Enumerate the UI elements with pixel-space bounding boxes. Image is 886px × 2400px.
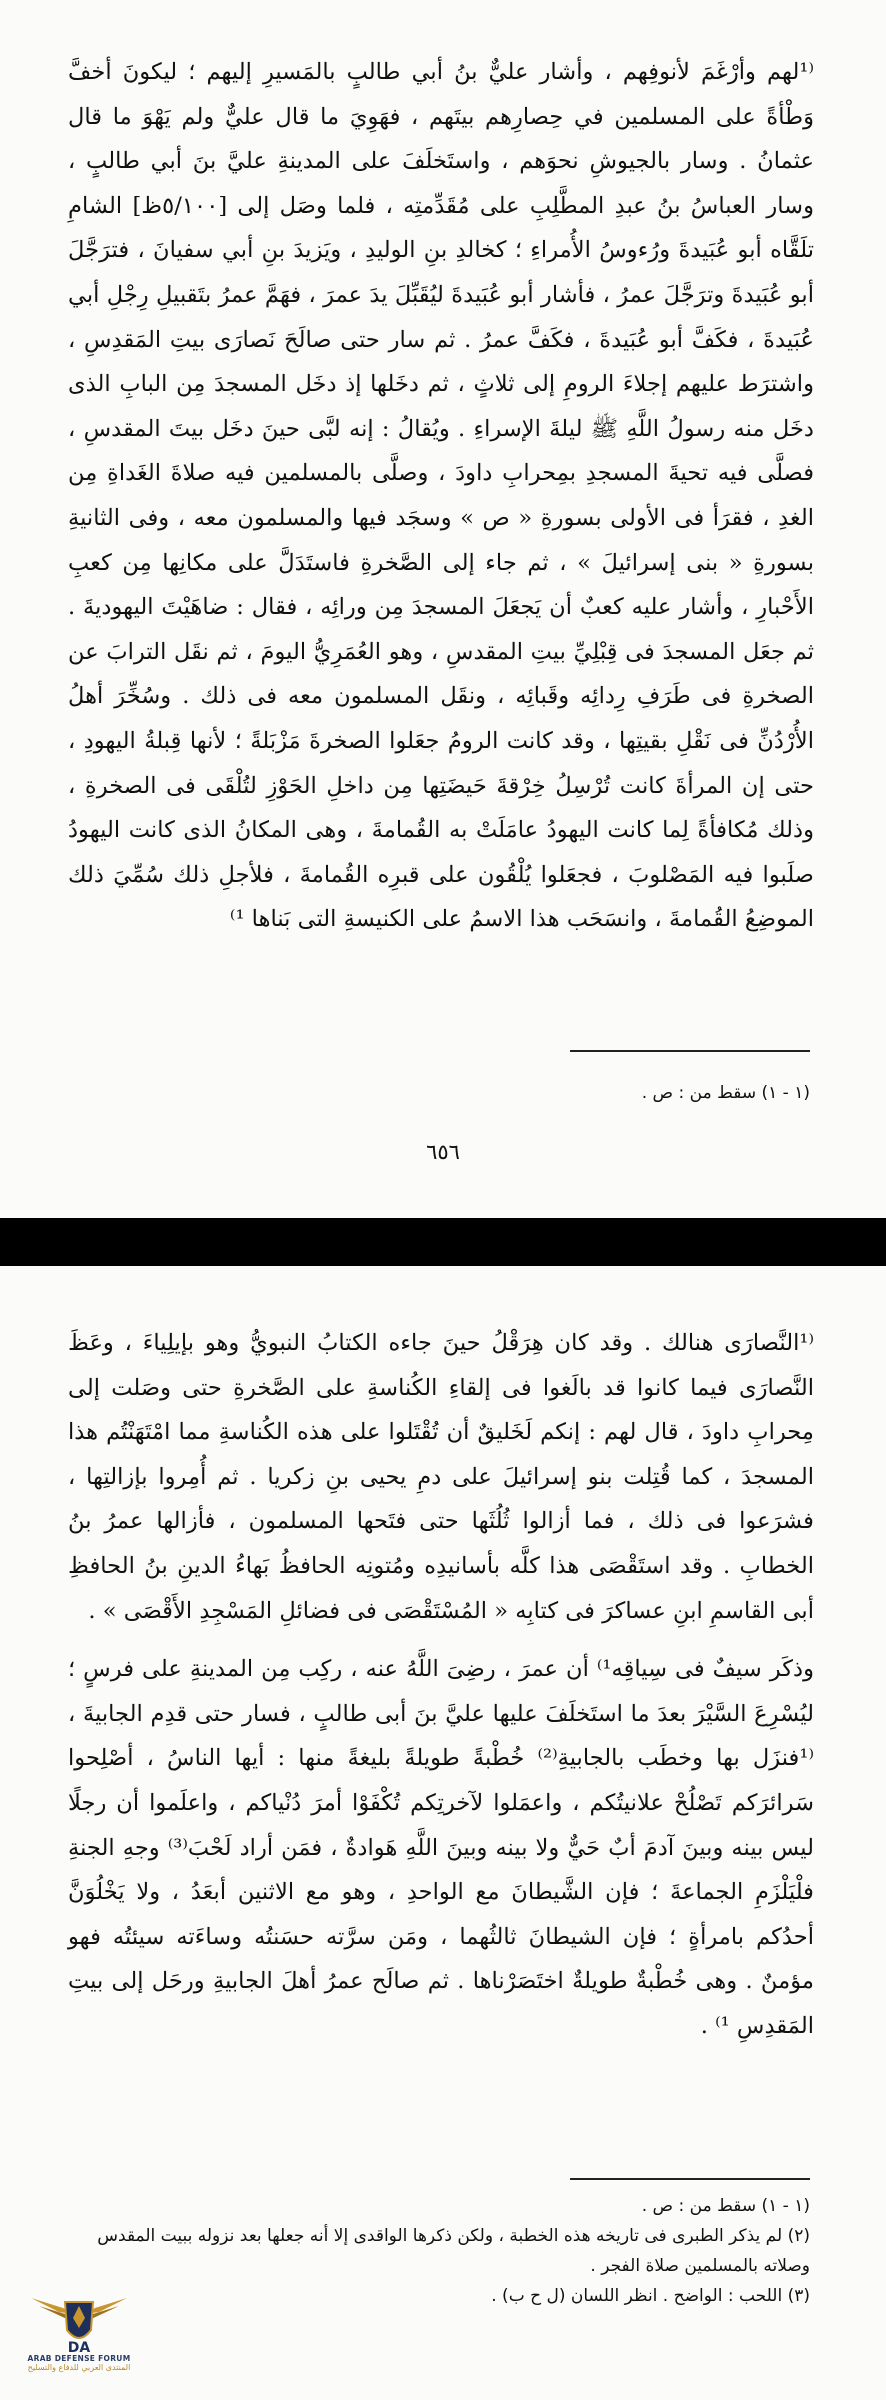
document-page-2	[0, 1266, 886, 2400]
page-2-body	[68, 1321, 814, 2049]
svg-text:DA: DA	[67, 2340, 91, 2356]
page-2-paragraph: وذكَر سيفٌ فى سِياقِه¹⁾ أن عمرَ ، رضِىَ اللَّهُ عنه ، ركِب مِن المدينةِ على فرسٍ ؛ ليُسْرِعَ السَّيْرَ بعدَ ما استَخلَفَ عليها عليَّ بنَ أبى طالبٍ ، فسار حتى قدِم الجابيةَ ، ⁽¹فنزَل بها وخطَب بالجابيةِ⁽²⁾ خُطْبةً طويلةً بليغةً منها : أيها الناسُ ، أصْلِحوا سَرائرَكم تَصْلُحْ علانيتُكم ، واعمَلوا لآخرتِكم تُكْفَوْا أمرَ دُنْياكم ، واعلَموا أن رجلًا ليس بينه وبينَ آدمَ أبٌ حَيٌّ ولا بينه وبينَ اللَّهِ هَوادةٌ ، فمَن أراد لَحْبَ⁽³⁾ وجهِ الجنةِ فلْيَلْزَمِ الجماعةَ ؛ فإن الشَّيطانَ مع الواحدِ ، وهو مع الاثنين أبعَدُ ، ولا يَخْلُوَنَّ أحدُكم بامرأةٍ ؛ فإن الشيطانَ ثالثُهما ، ومَن سرَّته حسَنتُه وساءَته سيئتُه فهو مؤمنٌ . وهى خُطْبةٌ طويلةٌ اختَصَرْناها . ثم صالَح عمرُ أهلَ الجابيةِ ورحَل إلى بيتِ المَقدِسِ ¹⁾ .	[68, 1656, 815, 2039]
footnote-divider	[570, 1050, 810, 1052]
page-number: ٦٥٦	[426, 1140, 460, 1164]
page-1-body	[68, 50, 814, 942]
footnote: (٢) لم يذكر الطبرى فى تاريخه هذه الخطبة ، ولكن ذكرها الواقدى إلا أنه جعلها بعد نزوله ببيت المقدس وصلاته بالمسلمين صلاة الفجر .	[97, 2226, 810, 2276]
footnote: (٣) اللحب : الواضح . انظر اللسان (ل ح ب) .	[491, 2286, 810, 2306]
forum-logo-label: ARAB DEFENSE FORUM	[27, 2354, 131, 2363]
page-2-footnotes	[68, 2191, 810, 2311]
page-1-footnotes	[68, 1078, 810, 1108]
footnote: (١ - ١) سقط من : ص .	[641, 1083, 810, 1103]
forum-logo	[14, 2284, 144, 2394]
footnote: (١ - ١) سقط من : ص .	[641, 2196, 810, 2216]
page-2-paragraph: ⁽¹النَّصارَى هنالك . وقد كان هِرَقْلُ حينَ جاءه الكتابُ النبويُّ وهو بإيلِياءَ ، وعَظَ النَّصارَى فيما كانوا قد بالَغوا فى إلقاءِ الكُناسةِ على الصَّخرةِ حتى وصَلت إلى مِحرابِ داودَ ، قال لهم : إنكم لَخَليقٌ أن تُقْتَلوا على هذه الكُناسةِ مما امْتَهَنْتُم هذا المسجدَ ، كما قُتِلت بنو إسرائيلَ على دمِ يحيى بنِ زكريا . ثم أُمِروا بإزالتِها ، فشرَعوا فى ذلك ، فما أزالوا ثُلُثَها حتى فتَحها المسلمون ، فأزالها عمرُ بنُ الخطابِ . وقد استَقْصَى هذا كلَّه بأسانيدِه ومُتونِه الحافظُ بَهاءُ الدينِ بنُ الحافظِ أبى القاسمِ ابنِ عساكرَ فى كتابِه « المُسْتَقْصَى فى فضائلِ المَسْجِدِ الأَقْصَى » .	[68, 1330, 814, 1624]
forum-logo-subtitle: المنتدى العربي للدفاع والتسليح	[27, 2363, 131, 2372]
eagle-shield-icon	[29, 2284, 129, 2356]
footnote-divider	[570, 2178, 810, 2180]
page-1-paragraph: ⁽¹لهم وأرْغَمَ لأنوفِهم ، وأشار عليٌّ بنُ أبي طالبٍ بالمَسيرِ إليهم ؛ ليكونَ أخفَّ وَطْأةً على المسلمين في حِصارِهم بيتَهم ، فهَوِيَ ما قال عليٌّ ولم يَهْوَ ما قال عثمانُ . وسار بالجيوشِ نحوَهم ، واستَخلَفَ على المدينةِ عليَّ بنَ أبي طالبٍ ، وسار العباسُ بنُ عبدِ المطَّلِبِ على مُقَدِّمتِه ، فلما وصَل إلى [٥/١٠٠ظ] الشامِ تلَقَّاه أبو عُبَيدةَ ورُءوسُ الأُمراءِ ؛ كخالدِ بنِ الوليدِ ، ويَزيدَ بنِ أبي سفيانَ ، فترَجَّلَ أبو عُبَيدةَ وترَجَّلَ عمرُ ، فأشار أبو عُبَيدةَ ليُقَبِّلَ يدَ عمرَ ، فهَمَّ عمرُ بتَقبيلِ رِجْلِ أبي عُبَيدةَ ، فكَفَّ أبو عُبَيدةَ ، فكَفَّ عمرُ . ثم سار حتى صالَحَ نَصارَى بيتِ المَقدِسِ ، واشترَط عليهم إجلاءَ الرومِ إلى ثلاثٍ ، ثم دخَلها إذ دخَل المسجدَ مِن البابِ الذى دخَل منه رسولُ اللَّهِ ﷺ ليلةَ الإسراءِ . ويُقالُ : إنه لبَّى حينَ دخَل بيتَ المقدسِ ، فصلَّى فيه تحيةَ المسجدِ بمِحرابِ داودَ ، وصلَّى بالمسلمين فيه صلاةَ الغَداةِ مِن الغدِ ، فقرَأ فى الأولى بسورةِ « ص » وسجَد فيها والمسلمون معه ، وفى الثانيةِ بسورةِ « بنى إسرائيلَ » ، ثم جاء إلى الصَّخرةِ فاستَدَلَّ على مكانِها مِن كعبِ الأَحْبارِ ، وأشار عليه كعبٌ أن يَجعَلَ المسجدَ مِن ورائِه ، فقال : ضاهَيْتَ اليهوديةَ . ثم جعَل المسجدَ فى قِبْلِيِّ بيتِ المقدسِ ، وهو العُمَرِيُّ اليومَ ، ثم نقَل الترابَ عن الصخرةِ فى طَرَفِ رِدائِه وقَبائِه ، ونقَل المسلمون معه فى ذلك . وسُخِّرَ أهلُ الأُرْدُنِّ فى نَقْلِ بقيتِها ، وقد كانت الرومُ جعَلوا الصخرةَ مَزْبَلةً ؛ لأنها قِبلةُ اليهودِ ، حتى إن المرأةَ كانت تُرْسِلُ خِرْقةَ حَيضَتِها مِن داخلِ الحَوْزِ لتُلْقَى فى الصخرةِ ، وذلك مُكافأةً لِما كانت اليهودُ عامَلَتْ به القُمامةَ ، وهى المكانُ الذى كانت اليهودُ صلَبوا فيه المَصْلوبَ ، فجعَلوا يُلْقُون على قبرِه القُمامةَ ، فلأجلِ ذلك سُمِّيَ ذلك الموضِعُ القُمامةَ ، وانسَحَب هذا الاسمُ على الكنيسةِ التى بَناها ¹⁾	[68, 59, 814, 933]
